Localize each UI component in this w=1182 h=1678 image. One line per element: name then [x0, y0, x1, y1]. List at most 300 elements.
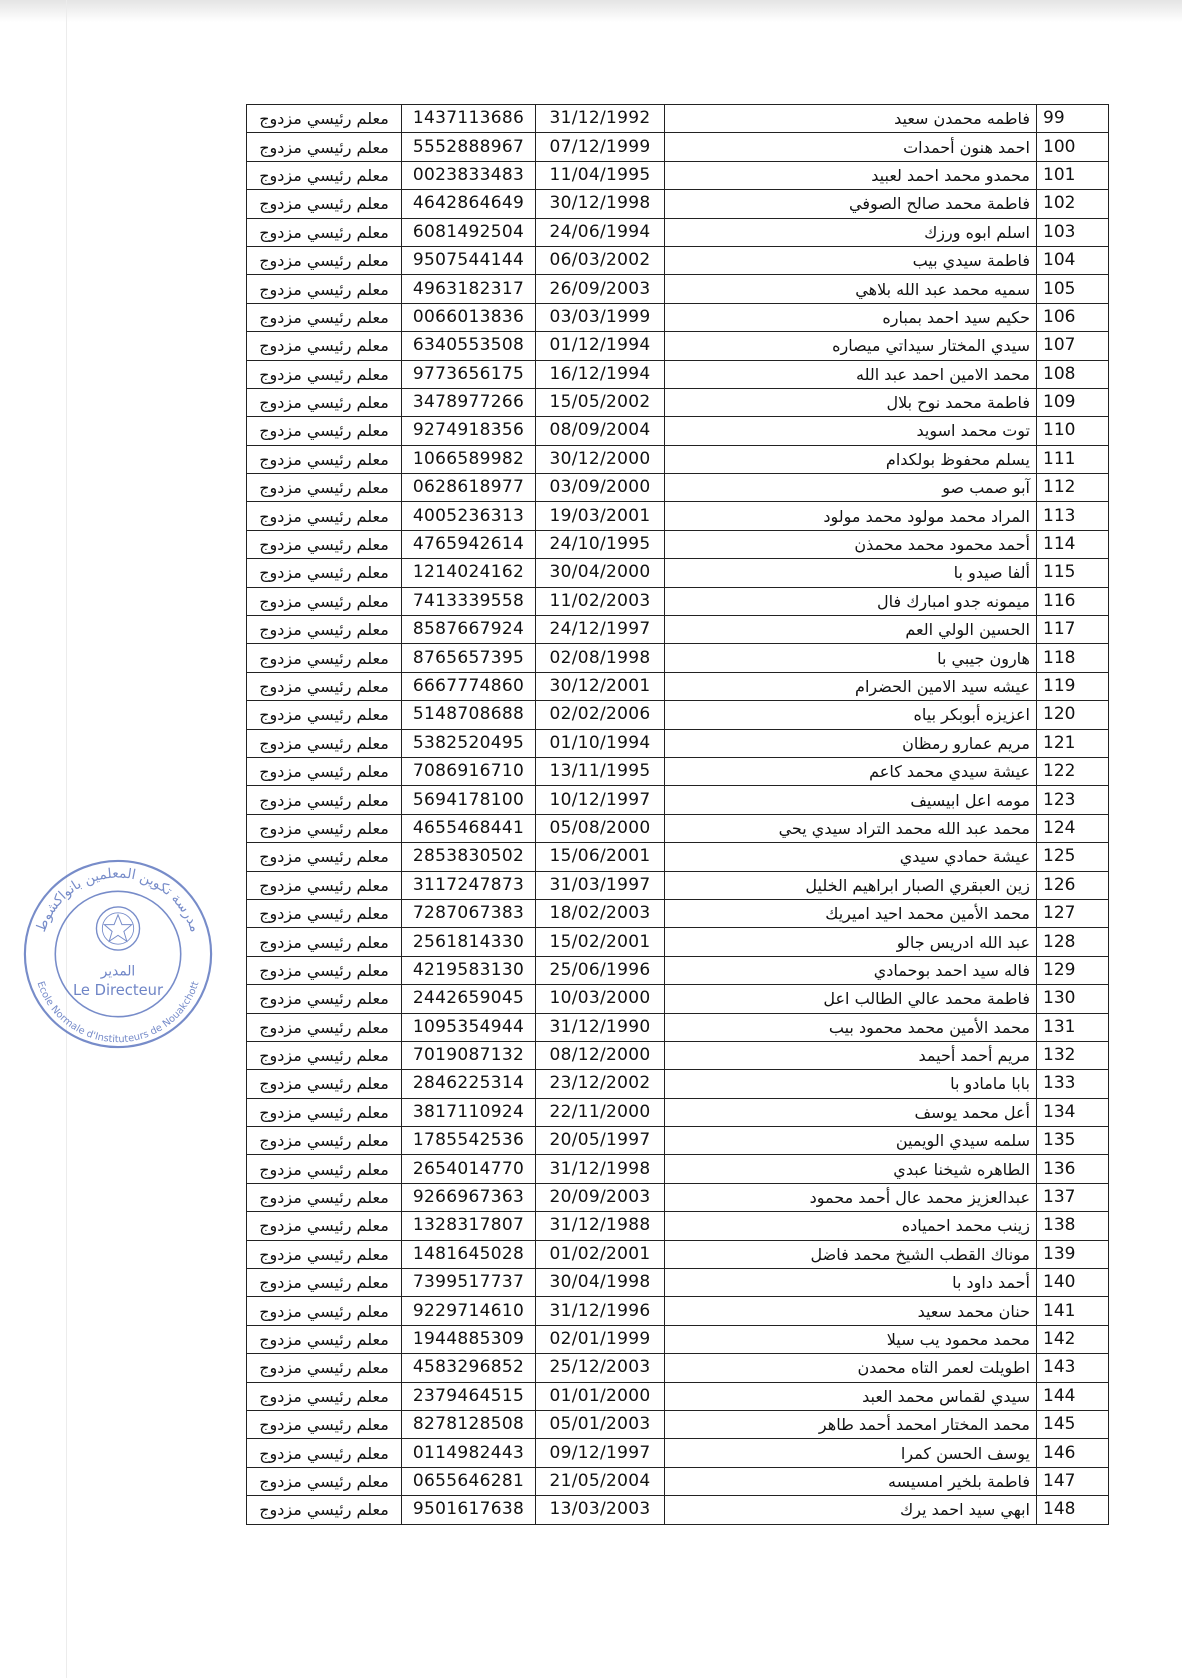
- row-number: 123: [1037, 786, 1109, 814]
- teacher-grade: معلم رئيسي مزدوج: [247, 559, 402, 587]
- national-id: 8765657395: [402, 644, 536, 672]
- birth-date: 25/06/1996: [536, 956, 665, 984]
- birth-date: 15/02/2001: [536, 928, 665, 956]
- table-row: [247, 1439, 1109, 1467]
- teacher-grade: معلم رئيسي مزدوج: [247, 1297, 402, 1325]
- teacher-name: زين العبقري الصبار ابراهيم الخليل: [665, 871, 1037, 899]
- teacher-name: محمد الأمين محمد احيد اميريك: [665, 899, 1037, 927]
- row-number: 99: [1037, 105, 1109, 133]
- row-number: 140: [1037, 1269, 1109, 1297]
- national-id: 2561814330: [402, 928, 536, 956]
- birth-date: 30/04/2000: [536, 559, 665, 587]
- national-id: 2442659045: [402, 985, 536, 1013]
- row-number: 132: [1037, 1041, 1109, 1069]
- national-id: 7399517737: [402, 1269, 536, 1297]
- table-row: [247, 1325, 1109, 1353]
- teacher-name: فاطمة محمد عالي الطالب اعل: [665, 985, 1037, 1013]
- birth-date: 10/03/2000: [536, 985, 665, 1013]
- teacher-name: فاطمة سيدي بيب: [665, 246, 1037, 274]
- row-number: 109: [1037, 388, 1109, 416]
- table-row: [247, 1240, 1109, 1268]
- table-row: [247, 616, 1109, 644]
- teacher-grade: معلم رئيسي مزدوج: [247, 1240, 402, 1268]
- scan-top-shadow: [0, 0, 1182, 22]
- national-id: 9229714610: [402, 1297, 536, 1325]
- roster-body: [247, 105, 1109, 1525]
- birth-date: 08/09/2004: [536, 417, 665, 445]
- row-number: 137: [1037, 1183, 1109, 1211]
- birth-date: 03/09/2000: [536, 474, 665, 502]
- table-row: [247, 559, 1109, 587]
- table-row: [247, 275, 1109, 303]
- teacher-name: بابا مامادو با: [665, 1070, 1037, 1098]
- row-number: 112: [1037, 474, 1109, 502]
- teacher-name: سيدي لقماس محمد العبد: [665, 1382, 1037, 1410]
- teacher-name: عبد الله ادريس جالو: [665, 928, 1037, 956]
- teacher-grade: معلم رئيسي مزدوج: [247, 502, 402, 530]
- row-number: 143: [1037, 1354, 1109, 1382]
- teacher-name: محمد المختار امحمد أحمد طاهر: [665, 1410, 1037, 1438]
- national-id: 5552888967: [402, 133, 536, 161]
- teacher-name: عيشة حمادي سيدي: [665, 843, 1037, 871]
- national-id: 9773656175: [402, 360, 536, 388]
- teacher-grade: معلم رئيسي مزدوج: [247, 843, 402, 871]
- birth-date: 11/04/1995: [536, 161, 665, 189]
- teacher-grade: معلم رئيسي مزدوج: [247, 701, 402, 729]
- birth-date: 01/02/2001: [536, 1240, 665, 1268]
- row-number: 114: [1037, 530, 1109, 558]
- teacher-name: مومه اعل ابيسيف: [665, 786, 1037, 814]
- row-number: 124: [1037, 814, 1109, 842]
- teacher-name: الطاهره شيخنا عبدي: [665, 1155, 1037, 1183]
- row-number: 102: [1037, 190, 1109, 218]
- birth-date: 02/01/1999: [536, 1325, 665, 1353]
- table-row: [247, 474, 1109, 502]
- row-number: 116: [1037, 587, 1109, 615]
- birth-date: 31/12/1998: [536, 1155, 665, 1183]
- teacher-name: أحمد داود با: [665, 1269, 1037, 1297]
- teacher-name: ألفا صيدو با: [665, 559, 1037, 587]
- teacher-name: احمد هنون أحمدات: [665, 133, 1037, 161]
- teacher-grade: معلم رئيسي مزدوج: [247, 303, 402, 331]
- teacher-grade: معلم رئيسي مزدوج: [247, 1155, 402, 1183]
- row-number: 141: [1037, 1297, 1109, 1325]
- teacher-name: فاطمة محمد نوح بلال: [665, 388, 1037, 416]
- teacher-grade: معلم رئيسي مزدوج: [247, 1127, 402, 1155]
- teacher-name: عيشه سيد الامين الحضرام: [665, 672, 1037, 700]
- birth-date: 06/03/2002: [536, 246, 665, 274]
- row-number: 128: [1037, 928, 1109, 956]
- row-number: 121: [1037, 729, 1109, 757]
- director-stamp: [20, 856, 216, 1052]
- birth-date: 30/12/1998: [536, 190, 665, 218]
- teacher-grade: معلم رئيسي مزدوج: [247, 729, 402, 757]
- teacher-name: محمد عبد الله محمد التراد سيدي يحي: [665, 814, 1037, 842]
- teacher-grade: معلم رئيسي مزدوج: [247, 814, 402, 842]
- national-id: 4219583130: [402, 956, 536, 984]
- teacher-grade: معلم رئيسي مزدوج: [247, 161, 402, 189]
- row-number: 113: [1037, 502, 1109, 530]
- national-id: 2379464515: [402, 1382, 536, 1410]
- national-id: 7019087132: [402, 1041, 536, 1069]
- table-row: [247, 1496, 1109, 1524]
- table-row: [247, 1155, 1109, 1183]
- row-number: 139: [1037, 1240, 1109, 1268]
- stamp-title-fr: Le Directeur: [73, 982, 163, 1000]
- table-row: [247, 1467, 1109, 1495]
- teacher-name: حنان محمد سعيد: [665, 1297, 1037, 1325]
- teacher-name: اسلم ابوه ورزك: [665, 218, 1037, 246]
- table-row: [247, 871, 1109, 899]
- national-id: 8278128508: [402, 1410, 536, 1438]
- teacher-name: آبو صمب صو: [665, 474, 1037, 502]
- teacher-grade: معلم رئيسي مزدوج: [247, 275, 402, 303]
- table-row: [247, 133, 1109, 161]
- national-id: 9507544144: [402, 246, 536, 274]
- teacher-grade: معلم رئيسي مزدوج: [247, 672, 402, 700]
- birth-date: 26/09/2003: [536, 275, 665, 303]
- birth-date: 25/12/2003: [536, 1354, 665, 1382]
- teacher-grade: معلم رئيسي مزدوج: [247, 1354, 402, 1382]
- teacher-grade: معلم رئيسي مزدوج: [247, 246, 402, 274]
- table-row: [247, 1212, 1109, 1240]
- national-id: 4765942614: [402, 530, 536, 558]
- birth-date: 07/12/1999: [536, 133, 665, 161]
- national-id: 7413339558: [402, 587, 536, 615]
- row-number: 103: [1037, 218, 1109, 246]
- teacher-grade: معلم رئيسي مزدوج: [247, 928, 402, 956]
- row-number: 105: [1037, 275, 1109, 303]
- table-row: [247, 218, 1109, 246]
- row-number: 133: [1037, 1070, 1109, 1098]
- teacher-name: المراد محمد مولود محمد مولود: [665, 502, 1037, 530]
- teacher-grade: معلم رئيسي مزدوج: [247, 332, 402, 360]
- teacher-name: محمد محمود يب سيلا: [665, 1325, 1037, 1353]
- teacher-grade: معلم رئيسي مزدوج: [247, 871, 402, 899]
- teacher-grade: معلم رئيسي مزدوج: [247, 1041, 402, 1069]
- teacher-grade: معلم رئيسي مزدوج: [247, 474, 402, 502]
- national-id: 3117247873: [402, 871, 536, 899]
- national-id: 4005236313: [402, 502, 536, 530]
- teacher-grade: معلم رئيسي مزدوج: [247, 644, 402, 672]
- page-fold-line: [66, 0, 67, 1678]
- teacher-grade: معلم رئيسي مزدوج: [247, 616, 402, 644]
- table-row: [247, 161, 1109, 189]
- table-row: [247, 1269, 1109, 1297]
- teacher-name: عبدالعزيز محمد عال أحمد محمود: [665, 1183, 1037, 1211]
- national-id: 1785542536: [402, 1127, 536, 1155]
- table-row: [247, 246, 1109, 274]
- teacher-grade: معلم رئيسي مزدوج: [247, 1070, 402, 1098]
- row-number: 118: [1037, 644, 1109, 672]
- national-id: 9274918356: [402, 417, 536, 445]
- stamp-ring-text-fr: Ecole Normale d'Instituteurs de Nouakchott: [34, 979, 202, 1046]
- table-row: [247, 814, 1109, 842]
- national-id: 9266967363: [402, 1183, 536, 1211]
- teacher-grade: معلم رئيسي مزدوج: [247, 1269, 402, 1297]
- national-id: 2654014770: [402, 1155, 536, 1183]
- national-id: 5382520495: [402, 729, 536, 757]
- teacher-name: موناك القطب الشيخ محمد فاضل: [665, 1240, 1037, 1268]
- birth-date: 31/03/1997: [536, 871, 665, 899]
- teacher-name: ابهي سيد احمد يرك: [665, 1496, 1037, 1524]
- teacher-grade: معلم رئيسي مزدوج: [247, 1212, 402, 1240]
- table-row: [247, 1098, 1109, 1126]
- table-row: [247, 644, 1109, 672]
- teacher-name: فاطمة بلخير امسيسه: [665, 1467, 1037, 1495]
- teacher-name: فاله سيد احمد بوحمادي: [665, 956, 1037, 984]
- teacher-name: سلمه سيدي الويمين: [665, 1127, 1037, 1155]
- birth-date: 05/01/2003: [536, 1410, 665, 1438]
- table-row: [247, 1127, 1109, 1155]
- birth-date: 21/05/2004: [536, 1467, 665, 1495]
- teacher-grade: معلم رئيسي مزدوج: [247, 105, 402, 133]
- table-row: [247, 388, 1109, 416]
- national-id: 0023833483: [402, 161, 536, 189]
- table-row: [247, 956, 1109, 984]
- birth-date: 03/03/1999: [536, 303, 665, 331]
- table-row: [247, 502, 1109, 530]
- birth-date: 02/02/2006: [536, 701, 665, 729]
- teacher-name: زينب محمد احمياده: [665, 1212, 1037, 1240]
- row-number: 127: [1037, 899, 1109, 927]
- table-row: [247, 105, 1109, 133]
- birth-date: 30/12/2001: [536, 672, 665, 700]
- birth-date: 18/02/2003: [536, 899, 665, 927]
- birth-date: 23/12/2002: [536, 1070, 665, 1098]
- teacher-name: محمد الأمين محمد محمود بيب: [665, 1013, 1037, 1041]
- row-number: 108: [1037, 360, 1109, 388]
- teacher-grade: معلم رئيسي مزدوج: [247, 1439, 402, 1467]
- teacher-name: عيشة سيدي محمد كاعم: [665, 757, 1037, 785]
- teacher-grade: معلم رئيسي مزدوج: [247, 1410, 402, 1438]
- table-row: [247, 985, 1109, 1013]
- birth-date: 31/12/1988: [536, 1212, 665, 1240]
- birth-date: 31/12/1990: [536, 1013, 665, 1041]
- row-number: 104: [1037, 246, 1109, 274]
- national-id: 4583296852: [402, 1354, 536, 1382]
- teacher-grade: معلم رئيسي مزدوج: [247, 388, 402, 416]
- teacher-grade: معلم رئيسي مزدوج: [247, 1183, 402, 1211]
- teacher-grade: معلم رئيسي مزدوج: [247, 1382, 402, 1410]
- teacher-name: محمد الامين احمد عبد الله: [665, 360, 1037, 388]
- national-id: 0628618977: [402, 474, 536, 502]
- row-number: 125: [1037, 843, 1109, 871]
- teacher-grade: معلم رئيسي مزدوج: [247, 1496, 402, 1524]
- table-row: [247, 729, 1109, 757]
- teacher-grade: معلم رئيسي مزدوج: [247, 786, 402, 814]
- birth-date: 13/03/2003: [536, 1496, 665, 1524]
- teacher-grade: معلم رئيسي مزدوج: [247, 360, 402, 388]
- teacher-name: فاطمة محمد صالح الصوفي: [665, 190, 1037, 218]
- table-row: [247, 445, 1109, 473]
- birth-date: 20/05/1997: [536, 1127, 665, 1155]
- national-id: 9501617638: [402, 1496, 536, 1524]
- teacher-name: أحمد محمود محمد محمذن: [665, 530, 1037, 558]
- teacher-name: اطويلت لعمر التاه محمدن: [665, 1354, 1037, 1382]
- national-id: 8587667924: [402, 616, 536, 644]
- birth-date: 11/02/2003: [536, 587, 665, 615]
- row-number: 147: [1037, 1467, 1109, 1495]
- teacher-grade: معلم رئيسي مزدوج: [247, 1467, 402, 1495]
- national-id: 6081492504: [402, 218, 536, 246]
- row-number: 119: [1037, 672, 1109, 700]
- row-number: 111: [1037, 445, 1109, 473]
- table-row: [247, 1183, 1109, 1211]
- row-number: 100: [1037, 133, 1109, 161]
- birth-date: 30/12/2000: [536, 445, 665, 473]
- row-number: 144: [1037, 1382, 1109, 1410]
- row-number: 142: [1037, 1325, 1109, 1353]
- table-row: [247, 1041, 1109, 1069]
- table-row: [247, 928, 1109, 956]
- row-number: 115: [1037, 559, 1109, 587]
- birth-date: 02/08/1998: [536, 644, 665, 672]
- teacher-grade: معلم رئيسي مزدوج: [247, 956, 402, 984]
- birth-date: 05/08/2000: [536, 814, 665, 842]
- teacher-grade: معلم رئيسي مزدوج: [247, 757, 402, 785]
- row-number: 110: [1037, 417, 1109, 445]
- row-number: 101: [1037, 161, 1109, 189]
- national-id: 3817110924: [402, 1098, 536, 1126]
- table-row: [247, 587, 1109, 615]
- table-row: [247, 786, 1109, 814]
- national-id: 7287067383: [402, 899, 536, 927]
- teacher-name: يوسف الحسن كمرا: [665, 1439, 1037, 1467]
- teacher-name: ميمونه جدو امبارك فال: [665, 587, 1037, 615]
- birth-date: 15/05/2002: [536, 388, 665, 416]
- row-number: 106: [1037, 303, 1109, 331]
- national-id: 1437113686: [402, 105, 536, 133]
- birth-date: 24/06/1994: [536, 218, 665, 246]
- birth-date: 09/12/1997: [536, 1439, 665, 1467]
- teacher-name: هارون جيبي با: [665, 644, 1037, 672]
- teacher-grade: معلم رئيسي مزدوج: [247, 899, 402, 927]
- table-row: [247, 1013, 1109, 1041]
- birth-date: 01/10/1994: [536, 729, 665, 757]
- teacher-name: مريم عمارو رمظان: [665, 729, 1037, 757]
- national-id: 1328317807: [402, 1212, 536, 1240]
- teacher-name: الحسين الولي العم: [665, 616, 1037, 644]
- row-number: 129: [1037, 956, 1109, 984]
- teacher-grade: معلم رئيسي مزدوج: [247, 190, 402, 218]
- national-id: 1095354944: [402, 1013, 536, 1041]
- national-id: 1214024162: [402, 559, 536, 587]
- stamp-title-ar: المدير: [100, 963, 136, 980]
- teacher-name: مريم أحمد أحيمد: [665, 1041, 1037, 1069]
- teacher-name: سميه محمد عبد الله بلاهي: [665, 275, 1037, 303]
- table-row: [247, 1070, 1109, 1098]
- table-row: [247, 1297, 1109, 1325]
- teacher-name: أعل محمد يوسف: [665, 1098, 1037, 1126]
- table-row: [247, 701, 1109, 729]
- national-id: 6340553508: [402, 332, 536, 360]
- national-id: 5148708688: [402, 701, 536, 729]
- table-row: [247, 303, 1109, 331]
- table-row: [247, 332, 1109, 360]
- birth-date: 13/11/1995: [536, 757, 665, 785]
- birth-date: 20/09/2003: [536, 1183, 665, 1211]
- national-id: 7086916710: [402, 757, 536, 785]
- table-row: [247, 899, 1109, 927]
- teacher-grade: معلم رئيسي مزدوج: [247, 445, 402, 473]
- teacher-grade: معلم رئيسي مزدوج: [247, 1098, 402, 1126]
- national-id: 1944885309: [402, 1325, 536, 1353]
- table-row: [247, 757, 1109, 785]
- birth-date: 22/11/2000: [536, 1098, 665, 1126]
- teacher-grade: معلم رئيسي مزدوج: [247, 1325, 402, 1353]
- table-row: [247, 1382, 1109, 1410]
- teachers-roster-table: [246, 104, 1109, 1525]
- national-id: 4655468441: [402, 814, 536, 842]
- row-number: 131: [1037, 1013, 1109, 1041]
- row-number: 138: [1037, 1212, 1109, 1240]
- teacher-name: توت محمد اسويد: [665, 417, 1037, 445]
- row-number: 145: [1037, 1410, 1109, 1438]
- table-row: [247, 190, 1109, 218]
- row-number: 135: [1037, 1127, 1109, 1155]
- teacher-grade: معلم رئيسي مزدوج: [247, 133, 402, 161]
- teacher-grade: معلم رئيسي مزدوج: [247, 1013, 402, 1041]
- table-row: [247, 360, 1109, 388]
- national-id: 3478977266: [402, 388, 536, 416]
- national-id: 0114982443: [402, 1439, 536, 1467]
- birth-date: 19/03/2001: [536, 502, 665, 530]
- national-id: 6667774860: [402, 672, 536, 700]
- table-row: [247, 417, 1109, 445]
- national-id: 1066589982: [402, 445, 536, 473]
- table-row: [247, 1410, 1109, 1438]
- table-row: [247, 530, 1109, 558]
- national-id: 1481645028: [402, 1240, 536, 1268]
- row-number: 122: [1037, 757, 1109, 785]
- row-number: 126: [1037, 871, 1109, 899]
- birth-date: 01/12/1994: [536, 332, 665, 360]
- birth-date: 24/12/1997: [536, 616, 665, 644]
- national-id: 2846225314: [402, 1070, 536, 1098]
- birth-date: 16/12/1994: [536, 360, 665, 388]
- birth-date: 10/12/1997: [536, 786, 665, 814]
- birth-date: 08/12/2000: [536, 1041, 665, 1069]
- teacher-name: سيدي المختار سيداتي ميصاره: [665, 332, 1037, 360]
- birth-date: 31/12/1996: [536, 1297, 665, 1325]
- national-id: 4642864649: [402, 190, 536, 218]
- national-id: 5694178100: [402, 786, 536, 814]
- teacher-name: اعزيزه أبوبكر بياه: [665, 701, 1037, 729]
- row-number: 136: [1037, 1155, 1109, 1183]
- national-id: 4963182317: [402, 275, 536, 303]
- teacher-name: يسلم محفوظ بولكدام: [665, 445, 1037, 473]
- row-number: 107: [1037, 332, 1109, 360]
- teacher-grade: معلم رئيسي مزدوج: [247, 530, 402, 558]
- table-row: [247, 1354, 1109, 1382]
- birth-date: 01/01/2000: [536, 1382, 665, 1410]
- row-number: 134: [1037, 1098, 1109, 1126]
- row-number: 120: [1037, 701, 1109, 729]
- teacher-name: حكيم سيد احمد بمباره: [665, 303, 1037, 331]
- teacher-grade: معلم رئيسي مزدوج: [247, 587, 402, 615]
- teacher-grade: معلم رئيسي مزدوج: [247, 218, 402, 246]
- national-id: 0066013836: [402, 303, 536, 331]
- birth-date: 15/06/2001: [536, 843, 665, 871]
- row-number: 146: [1037, 1439, 1109, 1467]
- national-id: 2853830502: [402, 843, 536, 871]
- table-row: [247, 843, 1109, 871]
- teacher-grade: معلم رئيسي مزدوج: [247, 417, 402, 445]
- birth-date: 30/04/1998: [536, 1269, 665, 1297]
- row-number: 130: [1037, 985, 1109, 1013]
- row-number: 148: [1037, 1496, 1109, 1524]
